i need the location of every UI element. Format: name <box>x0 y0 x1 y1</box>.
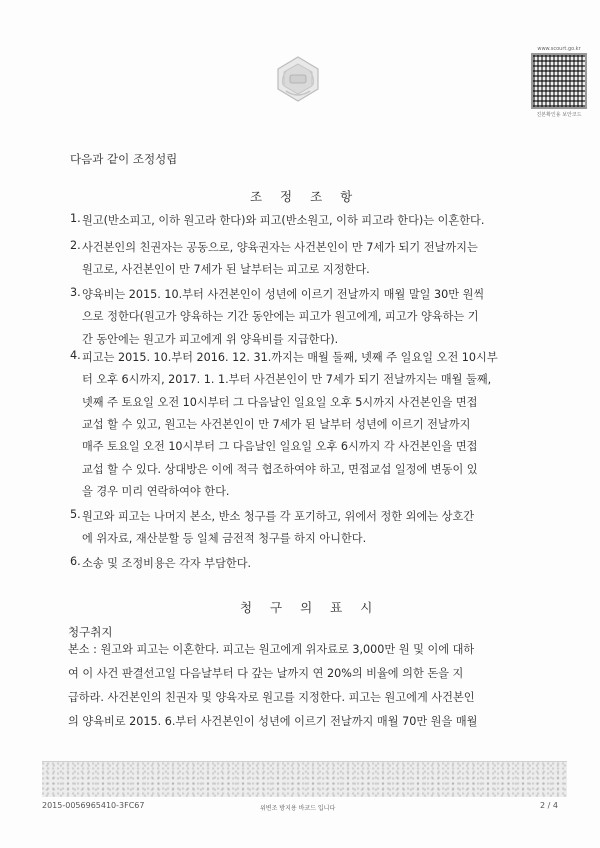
section-title-claims: 청 구 의 표 시 <box>240 600 380 615</box>
section-title-settlement: 조 정 조 항 <box>250 189 360 204</box>
item-number: 5. <box>70 508 81 521</box>
item-line: 을 경우 미리 연락하여야 한다. <box>82 484 230 498</box>
document-id: 2015-0056965410-3FC67 <box>42 801 145 810</box>
item-number: 3. <box>70 286 81 299</box>
court-emblem-icon <box>273 55 323 103</box>
item-line: 매주 토요일 오전 10시부터 그 다음날인 일요일 오후 6시까지 각 사건본인을 면접 <box>82 440 478 454</box>
item-number: 2. <box>70 239 81 252</box>
item-line: 으로 정한다(원고가 양육하는 기간 동안에는 피고가 원고에게, 피고가 양육하는 기 <box>82 310 479 324</box>
qr-url: www.scourt.go.kr <box>537 46 581 52</box>
barcode-note: 위변조 방지용 바코드 입니다 <box>260 805 336 812</box>
qr-code-icon <box>531 53 587 109</box>
item-line: 넷째 주 토요일 오전 10시부터 그 다음날인 일요일 오후 5시까지 사건본인을 면접 <box>82 395 478 409</box>
item-number: 4. <box>70 349 81 362</box>
item-line: 양육비는 2015. 10.부터 사건본인이 성년에 이르기 전날까지 매월 말일 30만 원씩 <box>82 288 485 301</box>
claim-line: 의 양육비로 2015. 6.부터 사건본인이 성년에 이르기 전날까지 매월 70만 원을 매월 <box>68 715 478 728</box>
item-line: 피고는 2015. 10.부터 2016. 12. 31.까지는 매월 둘째, 넷째 주 일요일 오전 10시부 <box>82 351 498 364</box>
item-line: 원고(반소피고, 이하 원고라 한다)와 피고(반소원고, 이하 피고라 한다)는 이혼한다. <box>82 214 485 227</box>
item-line: 사건본인의 친권자는 공동으로, 양육권자는 사건본인이 만 7세가 되기 전날까지는 <box>82 241 478 254</box>
item-number: 6. <box>70 555 81 568</box>
claims-subtitle: 청구취지 <box>68 625 113 639</box>
claim-line: 본소 : 원고와 피고는 이혼한다. 피고는 원고에게 위자료로 3,000만 원 및 이에 대하 <box>68 643 475 656</box>
item-line: 원고로, 사건본인이 만 7세가 된 날부터는 피고로 지정한다. <box>82 263 370 277</box>
item-line: 간 동안에는 원고가 피고에게 위 양육비를 지급한다). <box>82 332 339 346</box>
item-line: 교섭 할 수 있고, 원고는 사건본인이 만 7세가 된 날부터 성년에 이르기 전날까지 <box>82 417 471 431</box>
item-line: 소송 및 조정비용은 각자 부담한다. <box>82 557 252 570</box>
anti-forgery-barcode <box>42 761 567 797</box>
claim-line: 여 이 사건 판결선고일 다음날부터 다 갚는 날까지 연 20%의 비율에 의한 돈을 지 <box>68 667 464 680</box>
item-number: 1. <box>70 212 81 225</box>
item-line: 에 위자료, 재산분할 등 일체 금전적 청구를 하지 아니한다. <box>82 532 367 546</box>
item-line: 교섭 할 수 있다. 상대방은 이에 적극 협조하여야 하고, 면접교섭 일정에 변동이 있 <box>82 462 478 476</box>
item-line: 터 오후 6시까지, 2017. 1. 1.부터 사건본인이 만 7세가 되기 전날까지는 매월 둘째, <box>82 373 492 387</box>
qr-caption: 진본확인용 보안코드 <box>536 112 582 118</box>
verification-qr <box>527 45 591 125</box>
page-number: 2 / 4 <box>540 801 558 810</box>
claim-line: 급하라. 사건본인의 친권자 및 양육자로 원고를 지정한다. 피고는 원고에게 사건본인 <box>68 691 475 704</box>
intro-text: 다음과 같이 조정성립 <box>70 152 178 166</box>
item-line: 원고와 피고는 나머지 본소, 반소 청구를 각 포기하고, 위에서 정한 외에는 상호간 <box>82 510 475 523</box>
